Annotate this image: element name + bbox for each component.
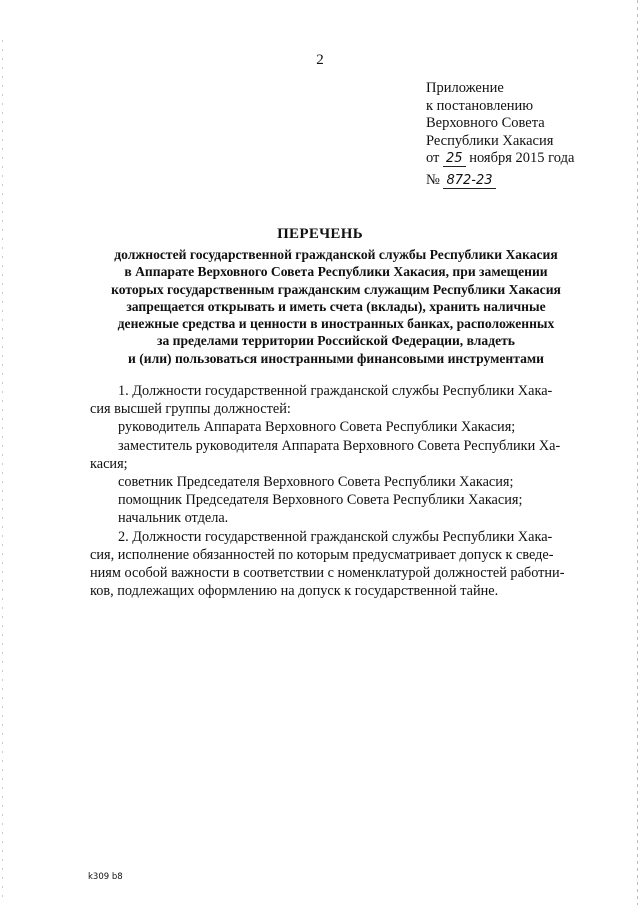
subtitle-line: которых государственным гражданским служащим Республики Хакасия [111, 281, 561, 297]
footer-code: k309 b8 [88, 872, 123, 882]
body-line: касия; [90, 455, 128, 472]
scan-edge-right [637, 0, 638, 905]
body-line: ков, подлежащих оформлению на допуск к государственной тайне. [90, 583, 499, 600]
appendix-line: Верховного Совета [426, 115, 545, 131]
body-line: ниям особой важности в соответствии с номенклатурой должностей работни- [90, 565, 565, 582]
subtitle-line: запрещается открывать и иметь счета (вклады), хранить наличные [126, 298, 546, 314]
document-subtitle [60, 246, 612, 367]
body-line: советник Председателя Верховного Совета Республики Хакасия; [118, 474, 514, 491]
date-handwritten: 25 [443, 152, 466, 167]
appendix-block [426, 80, 574, 189]
date-suffix: ноября 2015 года [469, 150, 575, 166]
body-line: руководитель Аппарата Верховного Совета Республики Хакасия; [118, 419, 516, 436]
appendix-number [426, 172, 574, 190]
body-line: сия, исполнение обязанностей по которым предусматривает допуск к сведе- [90, 546, 554, 563]
body-line: помощник Председателя Верховного Совета Республики Хакасия; [118, 492, 523, 509]
document-body [90, 382, 564, 600]
body-line: заместитель руководителя Аппарата Верховного Совета Республики Ха- [118, 437, 561, 454]
body-line: 2. Должности государственной гражданской службы Республики Хака- [118, 528, 553, 545]
body-line: сия высшей группы должностей: [90, 401, 291, 418]
body-line: 1. Должности государственной гражданской службы Республики Хака- [118, 383, 553, 399]
document-title: ПЕРЕЧЕНЬ [277, 226, 363, 242]
number-prefix: № [426, 171, 440, 188]
appendix-date [426, 150, 574, 168]
date-prefix: от [426, 150, 440, 166]
body-line: начальник отдела. [118, 510, 229, 527]
appendix-line: к постановлению [426, 97, 534, 114]
subtitle-line: за пределами территории Российской Федерации, владеть [157, 333, 515, 349]
page-number: 2 [316, 52, 324, 68]
subtitle-line: в Аппарате Верховного Совета Республики Хакасия, при замещении [124, 264, 548, 280]
appendix-line: Республики Хакасия [426, 132, 554, 149]
appendix-line: Приложение [426, 80, 504, 96]
number-handwritten: 872-23 [443, 174, 495, 189]
subtitle-line: должностей государственной гражданской службы Республики Хакасия [114, 247, 558, 262]
subtitle-line: и (или) пользоваться иностранными финансовыми инструментами [127, 350, 545, 366]
scan-edge-left [2, 40, 3, 900]
subtitle-line: денежные средства и ценности в иностранных банках, расположенных [117, 316, 555, 332]
